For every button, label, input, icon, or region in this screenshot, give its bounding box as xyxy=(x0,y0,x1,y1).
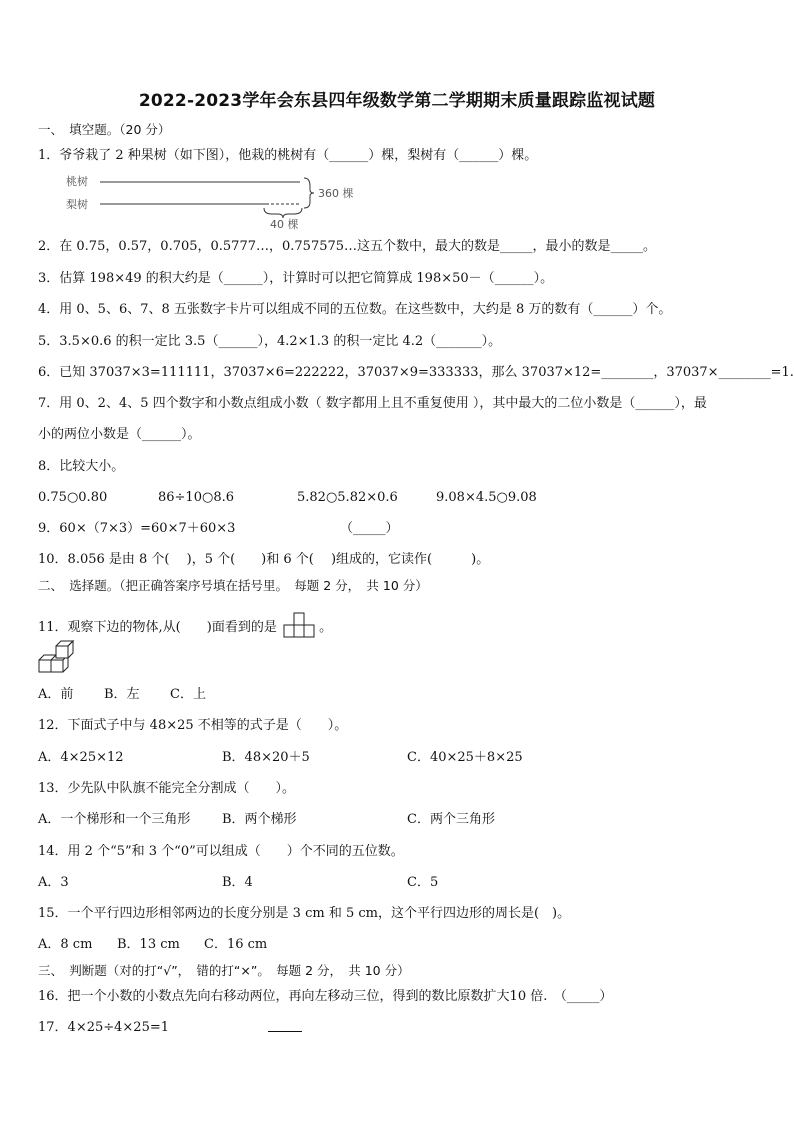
compare-item-4: 9.08×4.5○9.08 xyxy=(436,490,537,505)
q13-option-c: C．两个三角形 xyxy=(407,812,495,827)
question-3: 3．估算 198×49 的积大约是（______），计算时可以把它简算成 198×50－（______）。 xyxy=(38,271,554,286)
tree-count-diagram xyxy=(60,172,380,230)
q14-option-c: C．5 xyxy=(407,875,439,890)
q15-option-a: A．8 cm xyxy=(38,937,93,952)
total-label: 360 棵 xyxy=(318,187,354,200)
q11-option-b: B．左 xyxy=(104,687,140,702)
q15-option-c: C．16 cm xyxy=(204,937,268,952)
question-17: 17．4×25÷4×25=1 xyxy=(38,1020,170,1035)
q11-option-a: A．前 xyxy=(38,687,74,702)
q13-option-a: A．一个梯形和一个三角形 xyxy=(38,812,191,827)
question-6: 6．已知 37037×3=111111，37037×6=222222，37037×9=333333，那么 37037×12=________，37037×________=1. xyxy=(38,365,794,380)
difference-label: 40 棵 xyxy=(270,218,299,230)
q12-option-b: B．48×20＋5 xyxy=(222,750,310,765)
section-fill-blank-heading: 一、 填空题。（20 分） xyxy=(38,122,171,137)
section-judge-heading: 三、 判断题（对的打“√”， 错的打“×”。 每题 2 分， 共 10 分） xyxy=(38,963,410,978)
peach-label: 桃树 xyxy=(66,175,88,188)
compare-item-1: 0.75○0.80 xyxy=(38,490,108,505)
q15-option-b: B．13 cm xyxy=(117,937,180,952)
question-8: 8．比较大小。 xyxy=(38,459,125,474)
total-brace xyxy=(304,178,314,208)
compare-item-2: 86÷10○8.6 xyxy=(158,490,234,505)
question-2: 2．在 0.75，0.57，0.705，0.5777…，0.757575…这五个数中，最大的数是_____，最小的数是_____。 xyxy=(38,239,657,254)
question-9: 9．60×（7×3）=60×7＋60×3 xyxy=(38,521,236,536)
section-choice-heading: 二、 选择题。（把正确答案序号填在括号里。 每题 2 分， 共 10 分） xyxy=(38,578,428,593)
question-16: 16．把一个小数的小数点先向右移动两位，再向左移动三位，得到的数比原数扩大10 倍. （_____） xyxy=(38,989,613,1004)
question-10: 10．8.056 是由 8 个( )，5 个( )和 6 个( )组成的，它读作( )。 xyxy=(38,552,490,567)
question-7-line-2: 小的两位小数是（______）。 xyxy=(38,427,201,442)
question-7-line-1: 7．用 0、2、4、5 四个数字和小数点组成小数（ 数字都用上且不重复使用 ），其中最大的二位小数是（______），最 xyxy=(38,396,707,411)
question-12: 12．下面式子中与 48×25 不相等的式子是（ ）。 xyxy=(38,718,348,733)
question-14: 14．用 2 个“5”和 3 个“0”可以组成（ ）个不同的五位数。 xyxy=(38,844,404,859)
cube-stack-icon xyxy=(36,640,78,676)
question-11 xyxy=(38,609,332,639)
question-9-answer-blank: （_____） xyxy=(340,521,399,536)
question-5: 5．3.5×0.6 的积一定比 3.5（______），4.2×1.3 的积一定比 4.2（_______）。 xyxy=(38,334,502,349)
question-17-answer-blank xyxy=(268,1019,302,1038)
compare-item-3: 5.82○5.82×0.6 xyxy=(297,490,398,505)
question-4: 4．用 0、5、6、7、8 五张数字卡片可以组成不同的五位数。在这些数中，大约是 8 万的数有（______）个。 xyxy=(38,302,672,317)
question-13: 13．少先队中队旗不能完全分割成（ ）。 xyxy=(38,781,296,796)
q13-option-b: B．两个梯形 xyxy=(222,812,297,827)
q12-option-a: A．4×25×12 xyxy=(38,750,124,765)
q12-option-c: C．40×25＋8×25 xyxy=(407,750,523,765)
question-11-end: 。 xyxy=(319,620,333,635)
q14-option-b: B．4 xyxy=(222,875,253,890)
page-title: 2022-2023学年会东县四年级数学第二学期期末质量跟踪监视试题 xyxy=(138,91,656,111)
q11-option-c: C．上 xyxy=(170,687,206,702)
q14-option-a: A．3 xyxy=(38,875,69,890)
pear-label: 梨树 xyxy=(66,198,88,211)
question-15: 15．一个平行四边形相邻两边的长度分别是 3 cm 和 5 cm，这个平行四边形的周长是( )。 xyxy=(38,906,571,921)
question-11-text: 11．观察下边的物体,从( )面看到的是 xyxy=(38,620,277,635)
difference-brace xyxy=(264,208,302,218)
question-1: 1．爷爷栽了 2 种果树（如下图），他栽的桃树有（______）棵，梨树有（______）棵。 xyxy=(38,148,538,163)
answer-line xyxy=(268,1019,302,1032)
view-shape-icon xyxy=(283,609,315,639)
